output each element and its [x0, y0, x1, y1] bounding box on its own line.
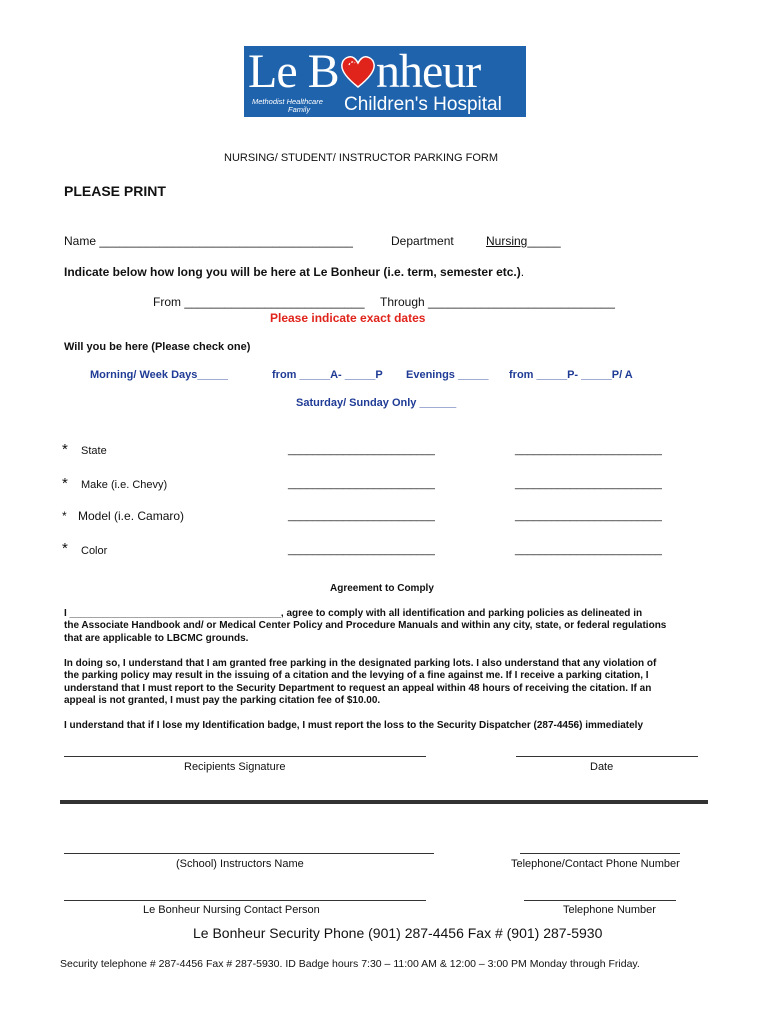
- agreement-p2-line3: understand that I must report to the Security Department to request an appeal within 48 hours of receiving the citation. If an: [64, 682, 652, 694]
- indicate-bold: Indicate below how long you will be here at Le Bonheur (i.e. term, semester etc.): [64, 265, 521, 279]
- form-title: NURSING/ STUDENT/ INSTRUCTOR PARKING FORM: [224, 152, 498, 164]
- morning-hours-field[interactable]: from _____A- _____P: [272, 369, 383, 381]
- department-value: Nursing: [486, 234, 528, 248]
- from-date-field[interactable]: From ___________________________: [153, 295, 365, 309]
- logo-family: [252, 98, 323, 114]
- agreement-paragraph-2: [64, 658, 714, 708]
- department-label: Department: [391, 234, 454, 248]
- required-star-make: *: [62, 475, 68, 492]
- logo-family-line2: Family: [288, 105, 311, 114]
- required-star-color: *: [62, 540, 68, 557]
- nursing-contact-label: Le Bonheur Nursing Contact Person: [143, 904, 320, 916]
- exact-dates-note: Please indicate exact dates: [270, 311, 426, 325]
- vehicle-make-label: Make (i.e. Chevy): [81, 479, 168, 491]
- vehicle-state-label: State: [81, 445, 107, 457]
- signature-line[interactable]: [64, 756, 426, 757]
- vehicle-model-field-2[interactable]: ________________________: [515, 510, 662, 522]
- logo-family-line1: Methodist Healthcare: [252, 97, 323, 106]
- date-line[interactable]: [516, 756, 698, 757]
- evenings-option[interactable]: Evenings _____: [406, 369, 489, 381]
- date-label: Date: [590, 761, 614, 773]
- agreement-p2-line1: In doing so, I understand that I am granted free parking in the designated parking lots. I also understand that any violation of: [64, 658, 657, 669]
- morning-option[interactable]: Morning/ Week Days_____: [90, 369, 228, 381]
- recipient-signature-label: Recipients Signature: [184, 761, 286, 773]
- vehicle-state-field-2[interactable]: ________________________: [515, 444, 662, 456]
- vehicle-color-field-2[interactable]: ________________________: [515, 544, 662, 556]
- vehicle-color-label: Color: [81, 545, 108, 557]
- instructor-name-label: (School) Instructors Name: [176, 858, 304, 870]
- evening-hours-field[interactable]: from _____P- _____P/ A: [509, 369, 633, 381]
- department-blank: _____: [527, 234, 561, 248]
- logo-name-part2: nheur: [376, 45, 481, 98]
- vehicle-state-field-1[interactable]: ________________________: [288, 444, 435, 456]
- logo-name-part1: Le B: [248, 45, 339, 98]
- instructor-name-line[interactable]: [64, 853, 434, 854]
- agreement-paragraph-1: [64, 608, 714, 645]
- agreement-paragraph-3: I understand that if I lose my Identification badge, I must report the loss to the Security Dispatcher (287-4456) immediately: [64, 720, 644, 731]
- nursing-contact-line[interactable]: [64, 900, 426, 901]
- agreement-heading: Agreement to Comply: [330, 583, 434, 594]
- required-star-state: *: [62, 441, 68, 458]
- agreement-p2-line2: the parking policy may result in the issuing of a citation and the levying of a fine against me. If I receive a parking citation, I: [64, 670, 649, 682]
- agreement-p1-line2: the Associate Handbook and/ or Medical Center Policy and Procedure Manuals and within any city, state, or federal regulations: [64, 620, 667, 632]
- weekend-option[interactable]: Saturday/ Sunday Only ______: [296, 397, 457, 409]
- contact-phone-label: Telephone/Contact Phone Number: [511, 858, 680, 870]
- heart-icon: [340, 55, 376, 89]
- vehicle-model-label: Model (i.e. Camaro): [78, 509, 185, 523]
- through-date-field[interactable]: Through ____________________________: [380, 295, 615, 309]
- hospital-logo: [244, 46, 526, 117]
- vehicle-color-field-1[interactable]: ________________________: [288, 544, 435, 556]
- telephone-number-line[interactable]: [524, 900, 676, 901]
- vehicle-make-field-2[interactable]: ________________________: [515, 478, 662, 490]
- security-details-line: Security telephone # 287-4456 Fax # 287-5930. ID Badge hours 7:30 – 11:00 AM & 12:00 – 3:00 PM Monday through Friday.: [60, 958, 640, 970]
- contact-phone-line[interactable]: [520, 853, 680, 854]
- indicate-instruction: [64, 265, 524, 279]
- agreement-p1-line3: that are applicable to LBCMC grounds.: [64, 632, 249, 644]
- required-star-model: *: [62, 509, 67, 523]
- agreement-p1-line1: I ______________________________________, agree to comply with all identification and parking policies as delineated in: [64, 608, 643, 619]
- department-field[interactable]: [486, 234, 561, 248]
- name-field[interactable]: Name ______________________________________: [64, 234, 353, 248]
- agreement-p2-line4: appeal is not granted, I must pay the parking citation fee of $10.00.: [64, 695, 381, 707]
- vehicle-model-field-1[interactable]: ________________________: [288, 510, 435, 522]
- logo-hospital: Children's Hospital: [344, 94, 502, 115]
- schedule-question: Will you be here (Please check one): [64, 341, 251, 353]
- section-divider: [60, 800, 708, 804]
- security-phone-line: Le Bonheur Security Phone (901) 287-4456 Fax # (901) 287-5930: [193, 925, 603, 941]
- indicate-end: .: [520, 265, 525, 279]
- vehicle-make-field-1[interactable]: ________________________: [288, 478, 435, 490]
- please-print: PLEASE PRINT: [64, 183, 166, 199]
- telephone-number-label: Telephone Number: [563, 904, 656, 916]
